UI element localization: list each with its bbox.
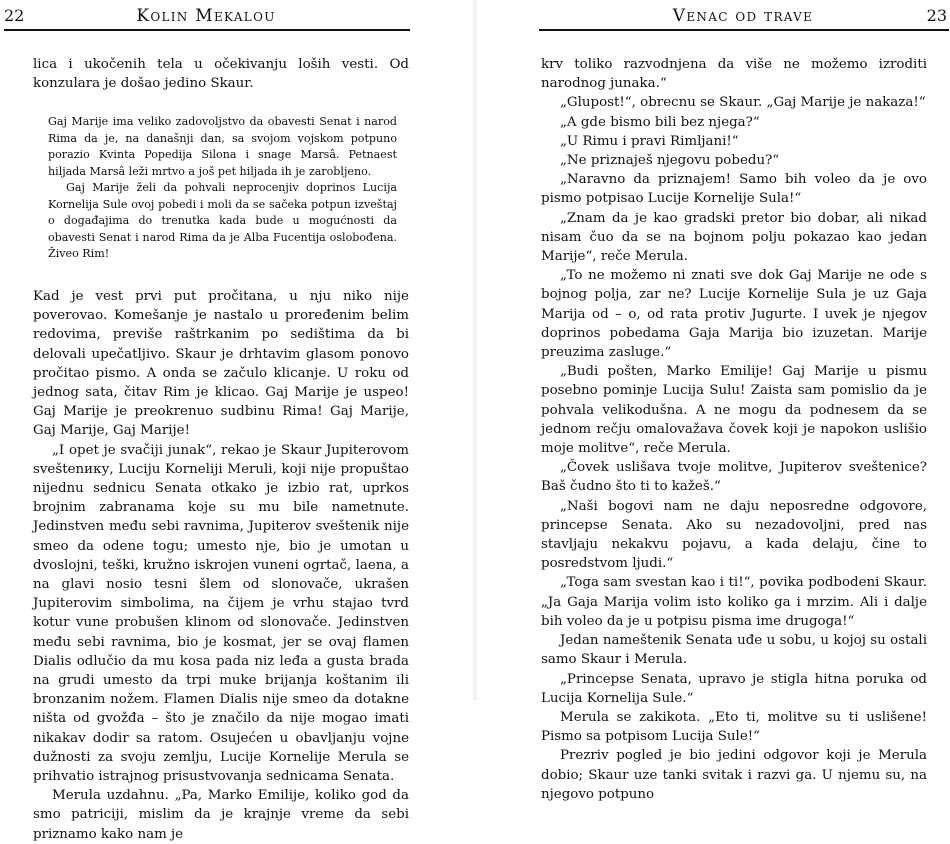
paragraph: Prezriv pogled je bio jedini odgovor koji je Merula dobio; Skaur uze tanki svitak i razvi ga. U njemu su, na njegovo potpuno <box>541 748 927 802</box>
paragraph: Merula uzdahnu. „Pa, Marko Emilije, koliko god da smo patriciji, mislim da je krajnje vreme da sebi priznamo kako nam je <box>33 788 409 842</box>
paragraph: „Budi pošten, Marko Emilije! Gaj Marije u pismu posebno pominje Lucija Sulu! Zaista sam pomislio da je pohvala velikodušna. A ne mogu da podnesem da se jednom rečju omalovažava čovek koji je napokon uslišio moje molitve“, reče Merula. <box>541 364 927 457</box>
paragraph: „Čovek uslišava tvoje molitve, Jupiterov sveštenice? Baš čudno što ti to kažeš.“ <box>541 460 927 495</box>
page-number: 23 <box>926 6 947 25</box>
paragraph: „Princepse Senata, upravo je stigla hitna poruka od Lucija Kornelija Sule.“ <box>541 671 927 706</box>
paragraph: „Znam da je kao gradski pretor bio dobar, ali nikad nisam čuo da se na bojnom polju pokazao kao jedan Marije“, reče Merula. <box>541 210 927 265</box>
paragraph: krv toliko razvodnjena da više ne možemo izroditi narodnog junaka.“ <box>541 57 927 92</box>
right-page <box>477 0 950 802</box>
paragraph: „Naravno da priznajem! Samo bih voleo da je ovo pismo potpisao Lucije Kornelije Sula!“ <box>541 172 927 207</box>
header-rule <box>4 29 410 31</box>
letter-paragraph: Gaj Marije ima veliko zadovoljstvo da obavesti Senat i narod Rima da je, na današnji dan, sa svojom vojskom potpuno porazio Kvinta Popedija Silona i snage Marsâ. Petnaest hiljada Marsâ leži mrtvo a još pet hiljada ih je zarobljeno. <box>48 115 397 178</box>
paragraph: lica i ukočenih tela u očekivanju loših vesti. Od konzulara je došao jedino Skaur. <box>33 57 409 92</box>
letter-paragraph: Gaj Marije želi da pohvali neprocenjiv doprinos Lucija Kornelija Sule ovoj pobedi i moli da se sačeka potpun izveštaj o događajima do trenutka kada bude u mogućnosti da obavesti Senat i narod Rima da je Alba Fucentija oslobođena. Živeo Rim! <box>48 181 397 261</box>
running-title: Kolin Mekalou <box>136 6 276 26</box>
left-page-body <box>33 55 409 844</box>
running-title: Venac od trave <box>672 6 814 26</box>
paragraph: „Toga sam svestan kao i ti!“, povika podbodeni Skaur. „Ja Gaja Marija volim isto koliko ga i mrzim. Ali i dalje bih voleo da je u potpisu pisma ime drugoga!“ <box>541 575 927 629</box>
paragraph: Kad je vest prvi put pročitana, u nju niko nije poverovao. Komešanje je nastalo u proređenim belim redovima, previše raštrkanim po sedištima da bi delovali upečatljivo. Skaur je drhtavim glasom ponovo pročitao pismo. A onda se začulo klicanje. U roku od jednog sata, čitav Rim je klicao. Gaj Marije je uspeo! Gaj Marije je preokrenuo sudbinu Rima! Gaj Marije, Gaj Marije, Gaj Marije! <box>33 288 409 439</box>
paragraph: Merula se zakikota. „Eto ti, molitve su ti uslišene! Pismo sa potpisom Lucija Sule!“ <box>541 709 927 745</box>
paragraph: „To ne možemo ni znati sve dok Gaj Marije ne ode s bojnog polja, zar ne? Lucije Kornelije Sula je uz Gaja Marija od – o, od rata protiv Jugurte. I uvek je njegov doprinos pobedama Gaja Marija bio izuzetan. Marije preuzima zasluge.“ <box>541 268 927 361</box>
paragraph: „U Rimu i pravi Rimljani!“ <box>560 133 739 149</box>
paragraph: „Naši bogovi nam ne daju neposredne odgovore, princepse Senata. Ako su nezadovoljni, pred nas stavljaju nekakvu pojavu, a kada delaju, čine to posredstvom ljudi.“ <box>541 498 927 572</box>
paragraph: „Ne priznaješ njegovu pobedu?“ <box>560 153 780 169</box>
paragraph: „A gde bismo bili bez njega?“ <box>560 114 760 130</box>
paragraph: „Glupost!“, obrecnu se Skaur. „Gaj Marije je nakaza!“ <box>560 95 926 111</box>
header-rule <box>539 29 949 31</box>
paragraph: „I opet je svačiji junak“, rekao je Skaur Jupiterovom sveštenику, Luciju Korneliji Meruli, koji nije propuštao nijednu sednicu Senata otkako je izbio rat, uprkos brojnim zabranama koje su mu bile nametnute. Jedinstven među sebi ravnima, Jupiterov sveštenik nije smeo da odene togu; umesto nje, bio je umotan u dvoslojni, teški, kružno iskrojen vuneni ogrtač, laena, a na glavi nosio tesni šlem od slonovače, ukrašen Jupiterovim simbolima, na čijem je vrhu stajao tvrd kotur vune probušen klinom od slonovače. Jedinstven među sebi ravnima, bio je kosmat, jer se ovaj flamen Dialis odlučio da mu kosa pada niz leđa a gusta brada na grudi umesto da trpi muke brijanja koštanim ili bronzanim nožem. Flamen Dialis nije smeo da dotakne ništa od gvožđa – što je značilo da nije mogao imati nikakav dodir sa ratom. Osujećen u obavljanju vojne dužnosti za svoju zemlju, Lucije Kornelije Merula se prihvatio istrajnog prisustvovanja sednicama Senata. <box>33 442 409 784</box>
quoted-letter <box>48 114 397 263</box>
left-page <box>0 0 473 842</box>
paragraph: Jedan nameštenik Senata uđe u sobu, u kojoj su ostali samo Skaur i Merula. <box>541 633 927 668</box>
right-page-body <box>541 55 927 804</box>
page-number: 22 <box>4 6 25 25</box>
